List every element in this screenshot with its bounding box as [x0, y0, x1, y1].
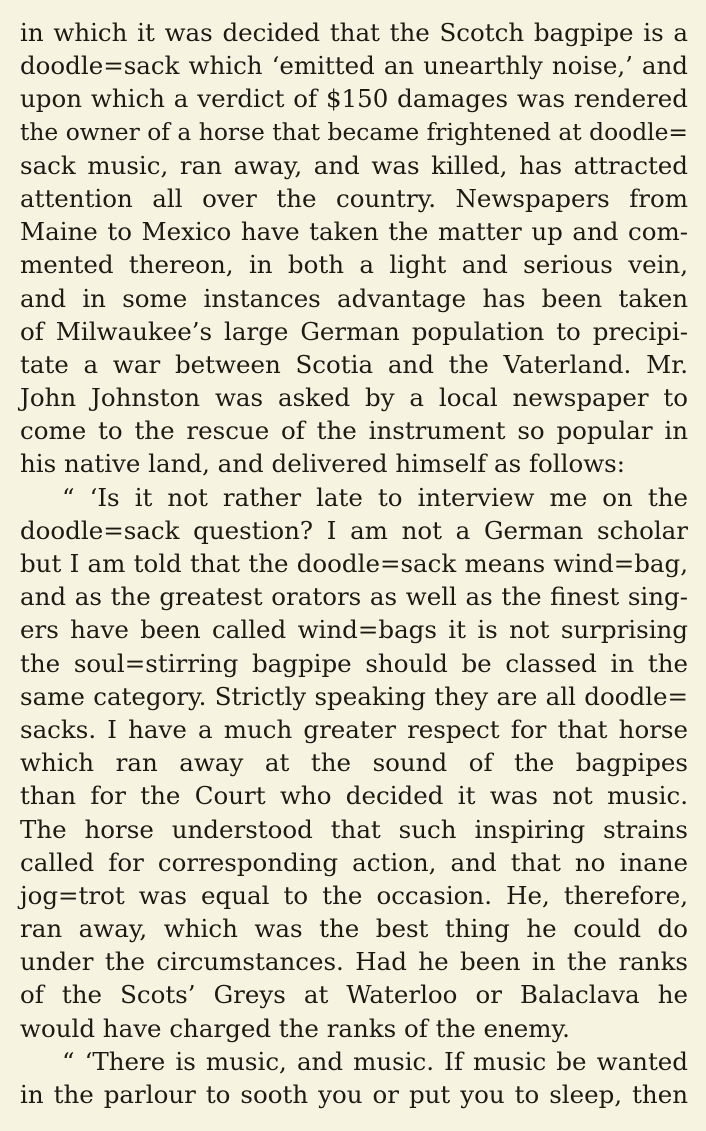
text-line: ers have been called wind=bags it is not surprising [20, 615, 688, 645]
text-line: and in some instances advantage has been taken [20, 283, 688, 313]
text-line: same category. Strictly speaking they are all doodle= [20, 681, 688, 711]
text-line: ran away, which was the best thing he could do [20, 914, 688, 944]
text-line: Maine to Mexico have taken the matter up and com- [20, 217, 688, 247]
text-line: sacks. I have a much greater respect for that horse [20, 714, 688, 744]
text-line: jog=trot was equal to the occasion. He, therefore, [20, 880, 688, 910]
paragraph-johnston-quote [20, 481, 688, 1045]
text-line: doodle=sack question? I am not a German scholar [20, 515, 688, 545]
paragraph-music-and-music [20, 1045, 688, 1111]
text-line: but I am told that the doodle=sack means wind=bag, [20, 549, 688, 578]
text-line: “ ‘There is music, and music. If music be wanted [62, 1046, 688, 1076]
text-line: attention all over the country. Newspapers from [20, 183, 688, 213]
text-line: upon which a verdict of $150 damages was rendered [20, 84, 688, 114]
text-line: The horse understood that such inspiring strains [20, 814, 688, 844]
text-line: of the Scots’ Greys at Waterloo or Balaclava he [20, 980, 688, 1010]
text-line: mented thereon, in both a light and serious vein, [20, 250, 688, 280]
text-line: tate a war between Scotia and the Vaterland. Mr. [20, 349, 688, 379]
text-line: the soul=stirring bagpipe should be classed in the [20, 648, 688, 678]
text-line: in which it was decided that the Scotch bagpipe is a [20, 18, 688, 47]
text-line: “ ‘Is it not rather late to interview me on the [62, 482, 688, 512]
text-line: which ran away at the sound of the bagpipes [20, 748, 688, 778]
text-line: called for corresponding action, and that no inane [20, 847, 688, 877]
text-line: doodle=sack which ‘emitted an unearthly noise,’ and [20, 51, 688, 81]
text-line: his native land, and delivered himself as follows: [20, 449, 625, 479]
paragraph-doodle-sack-verdict [20, 16, 688, 481]
text-line: come to the rescue of the instrument so popular in [20, 416, 688, 446]
text-line: of Milwaukee’s large German population to precipi- [20, 316, 688, 346]
text-line: John Johnston was asked by a local newspaper to [20, 383, 688, 413]
text-line: and as the greatest orators as well as the finest sing- [20, 582, 688, 612]
text-line: sack music, ran away, and was killed, has attracted [20, 150, 688, 180]
text-line: would have charged the ranks of the enemy. [20, 1013, 570, 1043]
text-line: than for the Court who decided it was not music. [20, 781, 688, 811]
text-line: the owner of a horse that became frightened at doodle= [20, 117, 688, 146]
text-line: under the circumstances. Had he been in the ranks [20, 947, 688, 977]
book-page-text [20, 16, 688, 1111]
text-line: in the parlour to sooth you or put you to sleep, then [20, 1080, 688, 1109]
